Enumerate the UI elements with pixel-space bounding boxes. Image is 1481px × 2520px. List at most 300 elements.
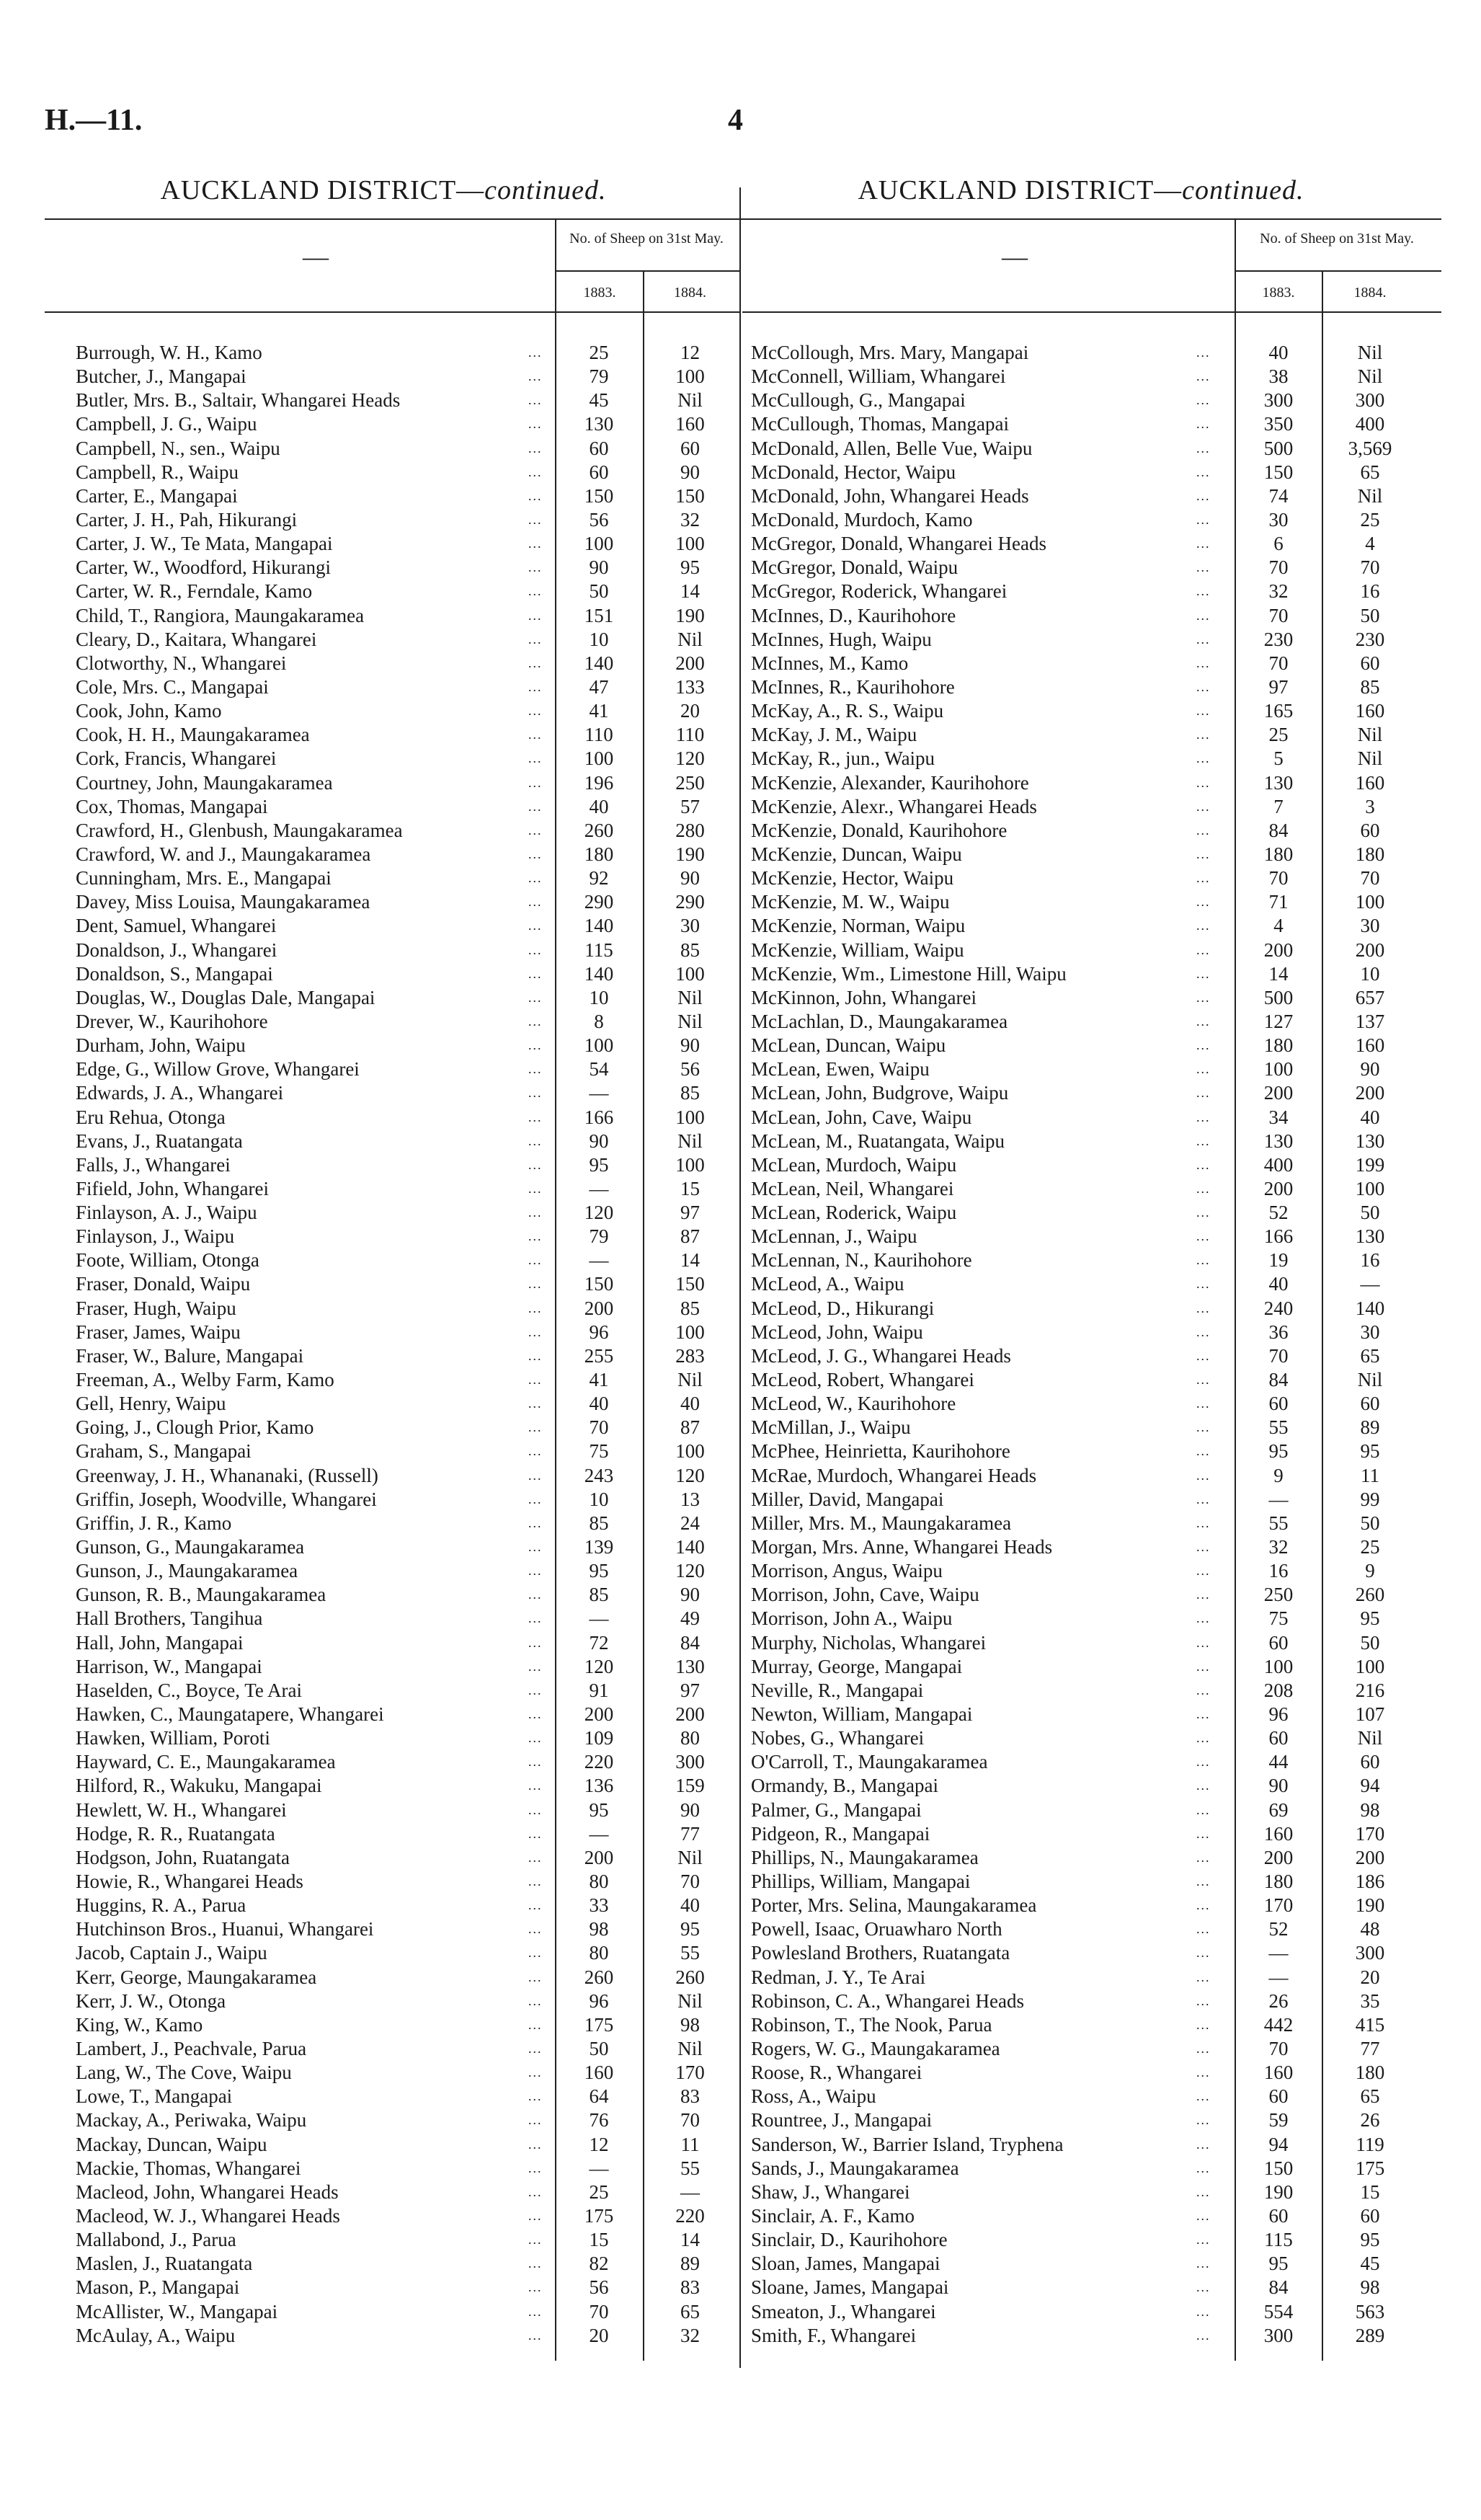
leader-dots: ... (528, 440, 543, 456)
holder-name: Campbell, N., sen., Waipu (76, 437, 280, 459)
table-row (76, 843, 735, 866)
sheep-1883: 6 (1273, 533, 1284, 555)
sheep-1884: 84 (680, 1631, 700, 1654)
sheep-1884: 119 (1356, 2133, 1384, 2155)
table-row (76, 1321, 735, 1344)
leader-dots: ... (528, 1229, 543, 1244)
sheep-1884: 120 (675, 1464, 705, 1486)
leader-dots: ... (1196, 2184, 1211, 2199)
leader-dots: ... (528, 1540, 543, 1555)
sheep-1883: 76 (589, 2109, 609, 2131)
sheep-1884: 90 (680, 867, 700, 889)
sheep-1883: 25 (1268, 724, 1289, 746)
leader-dots: ... (1196, 1013, 1211, 1029)
leader-dots: ... (528, 704, 543, 719)
table-row (76, 2108, 735, 2132)
sheep-1884: 99 (1360, 1488, 1380, 1510)
sheep-1884: 14 (680, 580, 700, 603)
holder-name: Powell, Isaac, Oruawharo North (751, 1918, 1002, 1940)
sheep-1883: 500 (1263, 437, 1294, 459)
leader-dots: ... (1196, 2017, 1211, 2032)
table-row (751, 1631, 1441, 1655)
leader-dots: ... (1196, 1682, 1211, 1698)
sheep-1883: 44 (1268, 1751, 1289, 1773)
sheep-1884: 200 (675, 1703, 705, 1726)
sheep-1883: 150 (1263, 461, 1294, 483)
sheep-1883: 98 (589, 1918, 609, 1940)
leader-dots: ... (1196, 464, 1211, 479)
holder-name: McLean, John, Cave, Waipu (751, 1106, 972, 1128)
holder-name: McInnes, M., Kamo (751, 652, 909, 674)
sheep-1884: Nil (677, 1010, 703, 1032)
table-row (76, 2157, 735, 2180)
sheep-1883: 69 (1268, 1798, 1289, 1821)
sheep-1883: 14 (1268, 962, 1289, 985)
sheep-1883: — (589, 1822, 609, 1845)
leader-dots: ... (528, 2232, 543, 2248)
sheep-1883: 95 (589, 1798, 609, 1821)
sheep-1884: 12 (680, 342, 700, 363)
holder-name: Cleary, D., Kaitara, Whangarei (76, 628, 317, 650)
holder-name: McLeod, W., Kaurihohore (751, 1393, 956, 1415)
sheep-1883: 243 (584, 1464, 614, 1486)
table-row (76, 771, 735, 795)
sheep-1883: 208 (1263, 1679, 1294, 1701)
sheep-1883: 109 (584, 1727, 614, 1749)
holder-name: McInnes, Hugh, Waipu (751, 628, 932, 650)
sheep-1883: 200 (1263, 1846, 1294, 1868)
table-row (76, 1750, 735, 1774)
table-row (751, 890, 1441, 914)
table-row (76, 1201, 735, 1225)
sheep-1884: 137 (1355, 1010, 1385, 1032)
table-row (751, 2061, 1441, 2085)
leader-dots: ... (528, 1898, 543, 1913)
sheep-1883: 72 (589, 1631, 609, 1654)
holder-name: Campbell, R., Waipu (76, 461, 239, 483)
holder-name: Macleod, John, Whangarei Heads (76, 2180, 339, 2203)
leader-dots: ... (1196, 1611, 1211, 1626)
sheep-1883: 166 (1263, 1225, 1294, 1248)
leader-dots: ... (528, 631, 543, 647)
holder-name: McKenzie, Duncan, Waipu (751, 843, 962, 865)
holder-name: Morrison, John, Cave, Waipu (751, 1584, 979, 1606)
leader-dots: ... (1196, 2304, 1211, 2319)
holder-name: McAulay, A., Waipu (76, 2324, 236, 2346)
table-row (751, 1392, 1441, 1416)
sheep-1883: 70 (1268, 2037, 1289, 2059)
leader-dots: ... (1196, 369, 1211, 384)
table-row (751, 2157, 1441, 2180)
leader-dots: ... (1196, 1300, 1211, 1316)
sheep-1883: 75 (589, 1440, 609, 1463)
sheep-1883: 79 (589, 1225, 609, 1248)
sheep-1883: 95 (589, 1560, 609, 1582)
sheep-1884: 199 (1355, 1153, 1385, 1176)
sheep-1884: 80 (680, 1727, 700, 1749)
holder-name: McInnes, R., Kaurihohore (751, 675, 955, 698)
sheep-1883: 554 (1263, 2300, 1294, 2322)
sheep-1884: 11 (680, 2133, 700, 2155)
leader-dots: ... (1196, 1205, 1211, 1220)
leader-dots: ... (1196, 1540, 1211, 1555)
holder-name: McGregor, Donald, Whangarei Heads (751, 533, 1047, 555)
leader-dots: ... (528, 2280, 543, 2295)
sheep-1884: 87 (680, 1225, 700, 1248)
table-row (76, 747, 735, 771)
holder-name: McPhee, Heinrietta, Kaurihohore (751, 1440, 1010, 1463)
sheep-1884: — (680, 2180, 700, 2203)
holder-name: McKenzie, Alexander, Kaurihohore (751, 771, 1029, 794)
sheep-1884: 175 (1355, 2157, 1385, 2179)
sheep-1884: 94 (1360, 1775, 1380, 1797)
leader-dots: ... (528, 2017, 543, 2032)
sheep-1883: 32 (1268, 580, 1289, 603)
table-row (751, 437, 1441, 461)
sheep-1884: 186 (1355, 1871, 1385, 1892)
holder-name: Redman, J. Y., Te Arai (751, 1966, 926, 1988)
table-row (751, 461, 1441, 484)
holder-name: McLennan, J., Waipu (751, 1225, 917, 1248)
holder-name: Maslen, J., Ruatangata (76, 2253, 253, 2275)
sheep-1884: 190 (675, 604, 705, 626)
leader-dots: ... (1196, 1396, 1211, 1411)
sheep-1883: 19 (1268, 1249, 1289, 1272)
table-row (751, 819, 1441, 843)
sheep-1884: 289 (1355, 2324, 1385, 2346)
sheep-1883: 74 (1268, 484, 1289, 507)
holder-name: McInnes, D., Kaurihohore (751, 604, 956, 626)
sheep-1883: 60 (1268, 1393, 1289, 1415)
sheep-1884: 14 (680, 2229, 700, 2251)
sheep-1884: 3,569 (1348, 437, 1392, 459)
sheep-1883: 196 (584, 771, 614, 794)
table-row (751, 365, 1441, 389)
sheep-1883: 180 (584, 843, 614, 865)
sheep-1884: 83 (680, 2085, 700, 2108)
holder-name: Smeaton, J., Whangarei (751, 2300, 936, 2322)
sheep-1884: Nil (1357, 365, 1383, 388)
left-table-body (76, 341, 735, 2348)
table-row (751, 580, 1441, 603)
table-row (751, 1607, 1441, 1631)
sheep-1883: 151 (584, 604, 614, 626)
holder-name: Fraser, Hugh, Waipu (76, 1297, 236, 1319)
sheep-1883: — (1268, 1966, 1289, 1988)
sheep-1883: 97 (1268, 675, 1289, 698)
sheep-1884: 130 (1355, 1130, 1385, 1152)
table-row (76, 1679, 735, 1703)
sheep-1884: 100 (675, 365, 705, 388)
table-row (751, 2228, 1441, 2252)
sheep-1883: 30 (1268, 508, 1289, 531)
leader-dots: ... (528, 1874, 543, 1889)
sheep-1883: 115 (584, 939, 613, 961)
sheep-1883: 10 (589, 986, 609, 1008)
sheep-1884: 280 (675, 819, 705, 841)
leader-dots: ... (1196, 1969, 1211, 1984)
sheep-1883: 84 (1268, 2276, 1289, 2299)
leader-dots: ... (528, 1969, 543, 1984)
table-row (76, 723, 735, 747)
leader-dots: ... (1196, 536, 1211, 551)
table-row (76, 484, 735, 508)
sheep-1883: 70 (1268, 556, 1289, 579)
table-row (751, 914, 1441, 938)
table-row (76, 1488, 735, 1512)
table-row (751, 2085, 1441, 2108)
table-row (76, 2324, 735, 2348)
sheep-1883: 79 (589, 365, 609, 388)
holder-name: Haselden, C., Boyce, Te Arai (76, 1679, 303, 1701)
sheep-1883: 34 (1268, 1106, 1289, 1128)
sheep-1883: 25 (589, 342, 609, 363)
sheep-1883: 70 (589, 1416, 609, 1439)
sheep-1884: 40 (1360, 1106, 1380, 1128)
sheep-1884: 65 (1360, 461, 1380, 483)
holder-name: McKay, J. M., Waipu (751, 724, 917, 746)
sheep-1883: 220 (584, 1751, 614, 1773)
sheep-1884: 32 (680, 2324, 700, 2346)
sheep-1883: 36 (1268, 1321, 1289, 1343)
holder-name: Edwards, J. A., Whangarei (76, 1082, 284, 1104)
holder-name: Carter, E., Mangapai (76, 484, 238, 507)
sheep-1884: 300 (1355, 1942, 1385, 1964)
leader-dots: ... (528, 2208, 543, 2223)
holder-name: O'Carroll, T., Maungakaramea (751, 1751, 988, 1773)
holder-name: McKenzie, M. W., Waipu (751, 891, 950, 913)
sheep-1884: 100 (675, 533, 705, 555)
table-row (76, 2228, 735, 2252)
sheep-1884: 85 (680, 1082, 700, 1104)
leader-dots: ... (1196, 1348, 1211, 1363)
sheep-1883: 50 (589, 2037, 609, 2059)
sheep-1883: 64 (589, 2085, 609, 2108)
table-row (76, 1846, 735, 1870)
leader-dots: ... (1196, 1491, 1211, 1507)
holder-name: Crawford, W. and J., Maungakaramea (76, 843, 371, 865)
sheep-1884: 14 (680, 1249, 700, 1272)
leader-dots: ... (1196, 1850, 1211, 1865)
holder-name: Fifield, John, Whangarei (76, 1177, 269, 1199)
table-row (76, 962, 735, 986)
sheep-1883: 54 (589, 1058, 609, 1081)
leader-dots: ... (1196, 1754, 1211, 1770)
sheep-1883: 140 (584, 652, 614, 674)
table-row (76, 437, 735, 461)
sheep-1883: 40 (589, 795, 609, 817)
sheep-1884: 100 (1355, 891, 1385, 913)
holder-name: Powlesland Brothers, Ruatangata (751, 1942, 1010, 1964)
holder-name: Carter, W., Woodford, Hikurangi (76, 556, 331, 579)
holder-name: Sanderson, W., Barrier Island, Tryphena (751, 2133, 1064, 2155)
sheep-1883: 170 (1263, 1894, 1294, 1917)
sheep-1883: 40 (1268, 342, 1289, 363)
sheep-1883: 240 (1263, 1297, 1294, 1319)
table-row (751, 1583, 1441, 1607)
leader-dots: ... (528, 464, 543, 479)
leader-dots: ... (1196, 679, 1211, 694)
sheep-1883: 41 (589, 1369, 609, 1391)
sheep-1883: 94 (1268, 2133, 1289, 2155)
sheep-1883: 60 (1268, 1727, 1289, 1749)
leader-dots: ... (1196, 1898, 1211, 1913)
sheep-1884: 30 (1360, 915, 1380, 937)
sheep-1884: 77 (680, 1822, 700, 1845)
holder-name: Porter, Mrs. Selina, Maungakaramea (751, 1894, 1037, 1917)
holder-name: Hodge, R. R., Ruatangata (76, 1822, 275, 1845)
leader-dots: ... (528, 2089, 543, 2104)
table-row (751, 1225, 1441, 1248)
leader-dots: ... (1196, 822, 1211, 838)
sheep-1883: 90 (1268, 1775, 1289, 1797)
table-row (751, 1774, 1441, 1798)
sheep-1884: Nil (677, 1130, 703, 1152)
sheep-1883: — (589, 1249, 609, 1272)
sheep-1883: 150 (1263, 2157, 1294, 2179)
holder-name: McGregor, Roderick, Whangarei (751, 580, 1008, 603)
sheep-1883: 190 (1263, 2180, 1294, 2203)
sheep-1884: — (1360, 1273, 1380, 1295)
table-row (751, 1870, 1441, 1894)
table-row (76, 1225, 735, 1248)
holder-name: Graham, S., Mangapai (76, 1440, 252, 1463)
table-row (76, 1034, 735, 1057)
sheep-1883: 115 (1264, 2229, 1293, 2251)
sheep-1884: 98 (680, 2013, 700, 2036)
sheep-1883: 80 (589, 1871, 609, 1892)
table-row (76, 1966, 735, 1989)
table-row (76, 508, 735, 532)
table-row (76, 1798, 735, 1822)
leader-dots: ... (1196, 942, 1211, 957)
holder-name: McLean, John, Budgrove, Waipu (751, 1082, 1009, 1104)
sheep-1884: 4 (1365, 533, 1375, 555)
table-row (76, 1774, 735, 1798)
holder-name: Gell, Henry, Waipu (76, 1393, 226, 1415)
sheep-1883: 230 (1263, 628, 1294, 650)
leader-dots: ... (528, 1420, 543, 1435)
holder-name: Rountree, J., Mangapai (751, 2109, 933, 2131)
holder-name: Morrison, Angus, Waipu (751, 1560, 943, 1582)
table-row (751, 1153, 1441, 1177)
holder-name: McLean, Roderick, Waipu (751, 1202, 957, 1224)
holder-name: Hall Brothers, Tangihua (76, 1607, 263, 1630)
sheep-1883: 96 (1268, 1703, 1289, 1726)
sheep-1884: 200 (1355, 939, 1385, 961)
sheep-1883: 300 (1263, 2324, 1294, 2346)
sheep-1883: — (589, 1177, 609, 1199)
holder-name: Campbell, J. G., Waipu (76, 413, 257, 435)
sheep-1883: 100 (584, 1034, 614, 1057)
holder-name: Hilford, R., Wakuku, Mangapai (76, 1775, 322, 1797)
holder-name: Fraser, Donald, Waipu (76, 1273, 251, 1295)
leader-dots: ... (528, 799, 543, 814)
sheep-1884: 110 (675, 724, 705, 746)
table-row (76, 819, 735, 843)
sheep-1883: 20 (589, 2324, 609, 2346)
table-row (76, 1607, 735, 1631)
table-row (751, 747, 1441, 771)
sheep-1883: 200 (1263, 1177, 1294, 1199)
holder-name: Ross, A., Waipu (751, 2085, 876, 2108)
leader-dots: ... (528, 1659, 543, 1674)
leader-dots: ... (528, 608, 543, 623)
table-row (751, 866, 1441, 890)
sheep-1884: 15 (680, 1177, 700, 1199)
holder-name: Roose, R., Whangarei (751, 2062, 922, 2084)
leader-dots: ... (1196, 799, 1211, 814)
leader-dots: ... (528, 1181, 543, 1196)
table-row (751, 1106, 1441, 1130)
sheep-1884: 50 (1360, 1631, 1380, 1654)
sheep-1884: 100 (675, 1321, 705, 1343)
leader-dots: ... (528, 393, 543, 408)
leader-dots: ... (528, 1444, 543, 1459)
sheep-1884: 90 (680, 461, 700, 483)
holder-name: Carter, J. W., Te Mata, Mangapai (76, 533, 333, 555)
holder-name: Robinson, C. A., Whangarei Heads (751, 1989, 1024, 2012)
sheep-1884: 20 (680, 700, 700, 722)
sheep-1883: 139 (584, 1536, 614, 1558)
sheep-1884: 120 (675, 1560, 705, 1582)
holder-name: McDonald, Hector, Waipu (751, 461, 956, 483)
table-row (751, 1488, 1441, 1512)
table-row (751, 2133, 1441, 2157)
sheep-1883: 4 (1273, 915, 1284, 937)
sheep-1883: 7 (1273, 795, 1284, 817)
leader-dots: ... (528, 1731, 543, 1746)
sheep-1883: 70 (1268, 867, 1289, 889)
table-row (76, 532, 735, 556)
sheep-1883: 130 (1263, 771, 1294, 794)
table-row (751, 1177, 1441, 1201)
leader-dots: ... (1196, 1515, 1211, 1530)
table-row (76, 1392, 735, 1416)
holder-name: Cole, Mrs. C., Mangapai (76, 675, 269, 698)
leader-dots: ... (1196, 631, 1211, 647)
table-row (76, 675, 735, 699)
leader-dots: ... (1196, 1372, 1211, 1388)
sheep-1883: 120 (584, 1655, 614, 1677)
sheep-1884: 98 (1360, 2276, 1380, 2299)
table-row (751, 795, 1441, 819)
table-row (751, 1655, 1441, 1679)
sheep-1883: 59 (1268, 2109, 1289, 2131)
sheep-1884: 50 (1360, 604, 1380, 626)
holder-name: Finlayson, A. J., Waipu (76, 1202, 257, 1224)
holder-name: King, W., Kamo (76, 2013, 203, 2036)
sheep-1884: 220 (675, 2204, 705, 2227)
leader-dots: ... (528, 1611, 543, 1626)
sheep-1883: 60 (1268, 1631, 1289, 1654)
holder-name: Jacob, Captain J., Waipu (76, 1942, 267, 1964)
holder-name: Foote, William, Otonga (76, 1249, 259, 1272)
sheep-1883: 300 (1263, 389, 1294, 412)
table-row (751, 1726, 1441, 1750)
table-row (76, 1344, 735, 1368)
sheep-1884: 200 (675, 652, 705, 674)
table-row (751, 1297, 1441, 1321)
sheep-1883: 140 (584, 962, 614, 985)
leader-dots: ... (528, 918, 543, 933)
sheep-1884: Nil (677, 986, 703, 1008)
sheep-1884: 40 (680, 1393, 700, 1415)
leader-dots: ... (528, 2256, 543, 2271)
table-row (76, 2037, 735, 2061)
holder-name: Hawken, William, Poroti (76, 1727, 270, 1749)
holder-name: Miller, David, Mangapai (751, 1488, 944, 1510)
